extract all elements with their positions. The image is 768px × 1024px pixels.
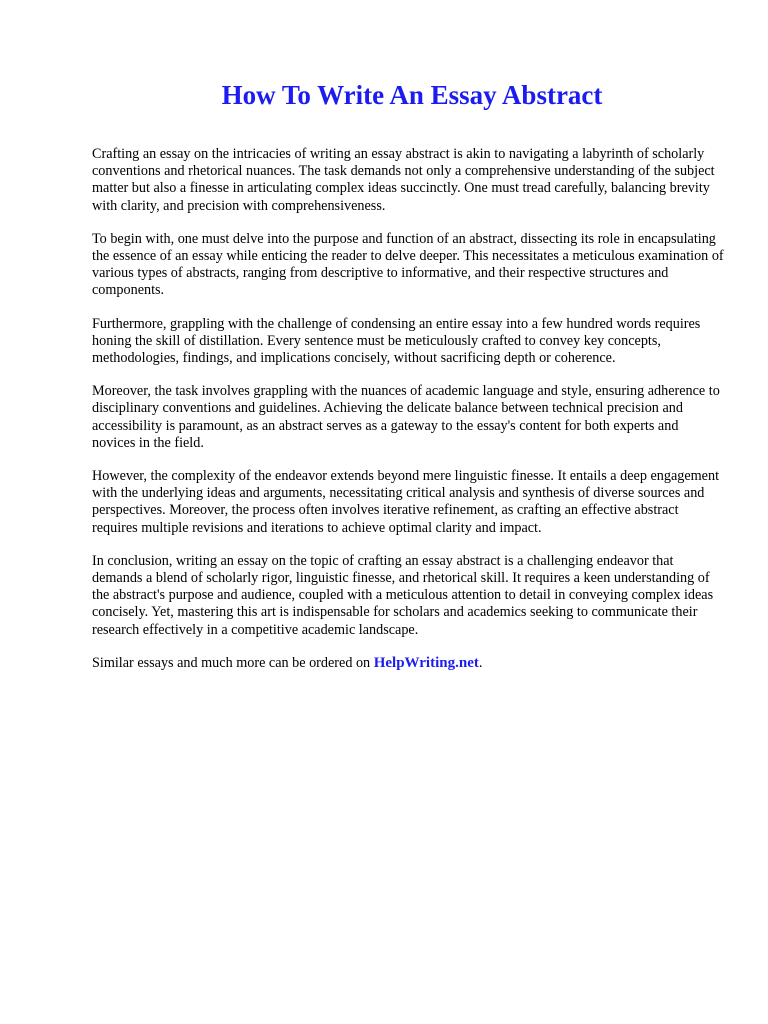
page-title: How To Write An Essay Abstract — [221, 80, 603, 110]
helpwriting-link[interactable]: HelpWriting.net — [373, 654, 479, 671]
footer-prefix: Similar essays and much more can be ordered on — [92, 654, 374, 671]
paragraph-3: Furthermore, grappling with the challenge of condensing an entire essay into a few hundred words requires honing the skill of distillation. Every sentence must be meticulously crafted to convey key concepts, methodologies, findings, and implications concisely, without sacrificing depth or coherence. — [92, 315, 701, 367]
paragraph-5: However, the complexity of the endeavor extends beyond mere linguistic finesse. It entails a deep engagement with the underlying ideas and arguments, necessitating critical analysis and synthesis of diverse sources and perspectives. Moreover, the process often involves iterative refinement, as crafting an effective abstract requires multiple revisions and iterations to achieve optimal clarity and impact. — [92, 468, 720, 536]
footer-suffix: . — [478, 654, 483, 671]
paragraph-4: Moreover, the task involves grappling with the nuances of academic language and style, ensuring adherence to disciplinary conventions and guidelines. Achieving the delicate balance between technical precision and accessibility is paramount, as an abstract serves as a gateway to the essay's content for both experts and novices in the field. — [92, 383, 720, 451]
paragraph-2: To begin with, one must delve into the purpose and function of an abstract, dissecting its role in encapsulating the essence of an essay while enticing the reader to delve deeper. This necessitates a meticulous examination of various types of abstracts, ranging from descriptive to informative, and their respective structures and components. — [92, 230, 724, 299]
footer-note — [92, 655, 724, 672]
paragraph-1: Crafting an essay on the intricacies of writing an essay abstract is akin to navigating a labyrinth of scholarly conventions and rhetorical nuances. The task demands not only a comprehensive understanding of the subject matter but also a finesse in articulating complex ideas succinctly. One must tread carefully, balancing brevity with clarity, and precision with comprehensiveness. — [92, 146, 715, 214]
paragraph-6: In conclusion, writing an essay on the topic of crafting an essay abstract is a challenging endeavor that demands a blend of scholarly rigor, linguistic finesse, and rhetorical skill. It requires a keen understanding of the abstract's purpose and audience, coupled with a meticulous attention to detail in conveying complex ideas concisely. Yet, mastering this art is indispensable for scholars and academics seeking to communicate their research effectively in a competitive academic landscape. — [92, 552, 714, 638]
essay-body — [92, 146, 724, 688]
